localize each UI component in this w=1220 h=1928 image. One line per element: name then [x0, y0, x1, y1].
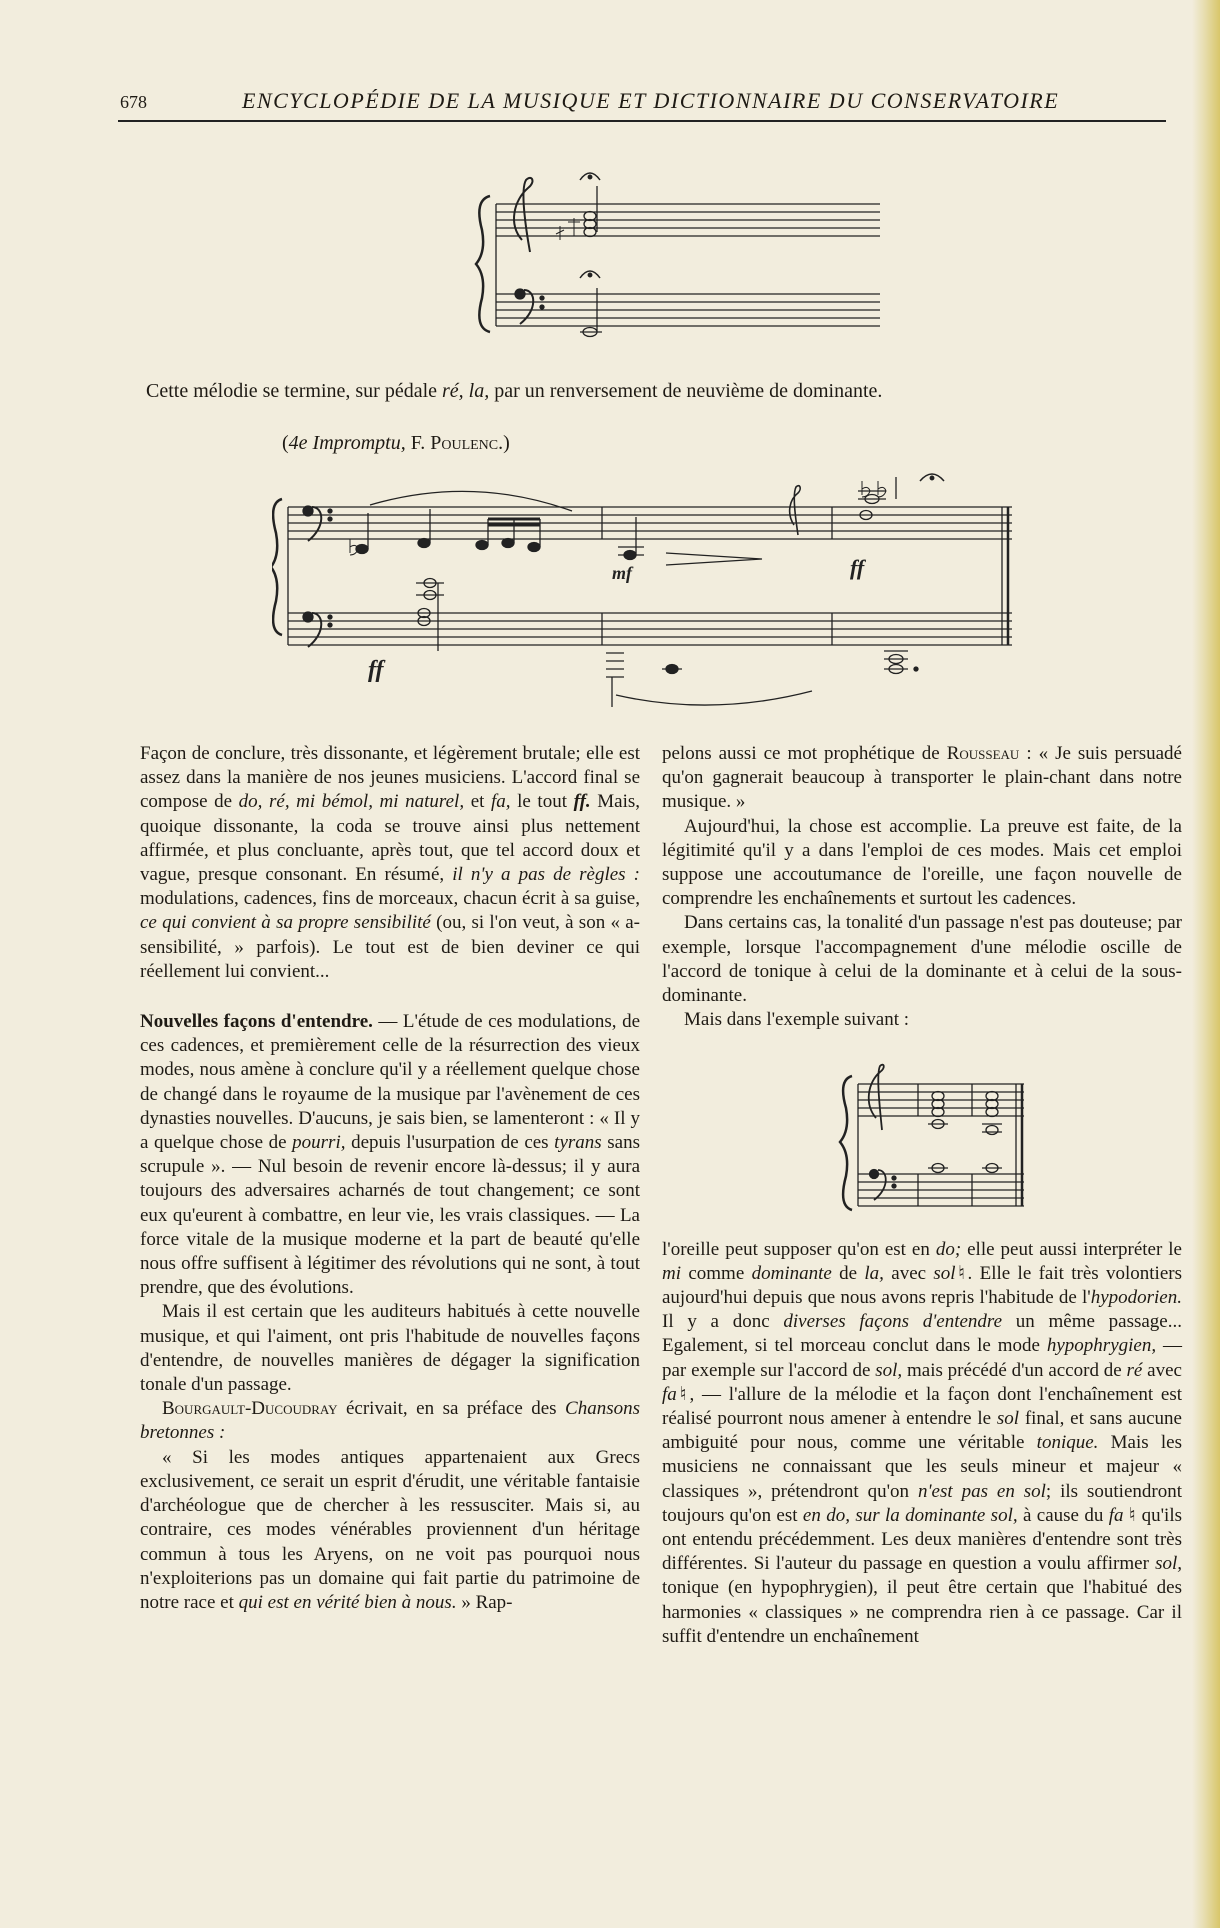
paragraph: Aujourd'hui, la chose est accomplie. La preuve est faite, de la légitimité qu'il y a dans l'emploi de ces modes. Mais cet emploi suppose une accoutumance de l'oreille, une façon nouvelle de comprendre les enchaînements et surtout les cadences.: [662, 815, 1182, 910]
paragraph: [662, 742, 1182, 815]
text: « Si les modes antiques appartenaient aux Grecs exclusivement, ce serait un esprit d'érudit, une véritable fantaisie d'archéologue que de chercher à les ressusciter. Mais si, au contraire, ces modes vénérables proviennent d'un héritage commun à tous les Aryens, on ne voit pas pourquoi nous n'exploiterions pas un domaine qui fait partie du patrimoine de notre race et: [140, 1446, 640, 1613]
text: Il y a donc: [662, 1311, 784, 1333]
italic-text: en do, sur la dominante sol,: [802, 1504, 1018, 1526]
section-heading: Nouvelles façons d'entendre.: [140, 1011, 373, 1033]
dynamic-ff-2: ff: [850, 555, 865, 580]
text: de: [831, 1262, 865, 1284]
author-name: Bourgault-Ducoudray: [162, 1398, 338, 1420]
music-example-3: [662, 1060, 1182, 1227]
italic-text: fa: [1108, 1504, 1124, 1526]
italic-text: tyrans: [554, 1132, 602, 1154]
text: sans scrupule ». — Nul besoin de revenir encore là-dessus; il y aura toujours des adversaires acharnés de tout changement; ce sont eux qu'eurent à combattre, en leur vie, les vrais classiques. — La force vitale de la musique moderne et la part de beauté qu'elle nous offre suffisent à légitimer des révolutions qui ne sont, à tout prendre, que des évolutions.: [140, 1132, 640, 1299]
italic-text: ff.: [573, 791, 591, 813]
text: mais précédé d'un accord de: [902, 1359, 1127, 1381]
caption-before: Cette mélodie se termine, sur pédale: [146, 380, 438, 402]
page-edge: [1192, 0, 1220, 1928]
text: Façon de conclure, très dissonante, et légèrement brutale; elle est assez dans la manière de nos jeunes musiciens. L'accord final se compose de: [140, 743, 640, 813]
text: depuis l'usurpation de ces: [345, 1132, 555, 1154]
running-header: [118, 86, 1166, 122]
music-example-3-score: [662, 1060, 1182, 1220]
text: pelons aussi ce mot prophétique de: [662, 743, 947, 764]
italic-text: mi: [662, 1262, 681, 1284]
text: à cause du: [1017, 1504, 1109, 1526]
italic-text: sol,: [1155, 1553, 1182, 1575]
text: — L'étude de ces modulations, de ces cadences, et premièrement celle de la résurrection des vieux modes, nous amène à conclure qu'il y a réellement quelque chose de changé dans le royaume de la musique par l'avènement de ces dynasties nouvelles. D'aucuns, je sais bien, se lamenteront : « Il y a quelque chose de: [140, 1011, 641, 1154]
italic-text: hypodorien.: [1090, 1287, 1182, 1309]
running-title: ENCYCLOPÉDIE DE LA MUSIQUE ET DICTIONNAIRE DU CONSERVATOIRE: [242, 88, 1060, 113]
text: » Rap-: [456, 1591, 513, 1613]
paragraph: [140, 1446, 640, 1615]
text: final, et sans aucune ambiguité pour nous, comme une véritable: [662, 1408, 1182, 1454]
page-number: 678: [120, 92, 147, 112]
italic-text: n'est pas en sol: [917, 1480, 1046, 1502]
author-name: Rousseau: [946, 743, 1020, 764]
dynamic-mf: mf: [612, 563, 632, 583]
text: comme: [681, 1262, 752, 1284]
text: ♮. Elle le fait très volontiers aujourd'hui depuis que nous avons repris l'habitude de l': [662, 1262, 1182, 1309]
attribution-initial: F.: [410, 432, 426, 454]
italic-text: sol: [996, 1408, 1020, 1430]
italic-text: la,: [864, 1262, 884, 1284]
music-example-2: [272, 455, 1022, 720]
text: : « Je suis persuadé qu'on gagnerait beaucoup à transporter le plain-chant dans notre musique. »: [662, 743, 1182, 813]
italic-text: Chansons bretonnes :: [140, 1398, 640, 1444]
text: un même passage... Egalement, si tel morceau conclut dans le mode: [662, 1311, 1182, 1357]
text: ; ils soutiendront toujours qu'on est: [662, 1480, 1182, 1526]
paragraph: Mais il est certain que les auditeurs habitués à cette nouvelle musique, et qui l'aiment, ont pris l'habitude de nouvelles façons d'entendre, de nouvelles manières de dégager la signification tonale d'un passage.: [140, 1301, 640, 1396]
italic-text: sol: [933, 1262, 956, 1284]
italic-text: diverses façons d'entendre: [783, 1311, 1003, 1333]
italic-text: fa,: [491, 791, 511, 813]
text: ♮ qu'ils ont entendu précédemment. Les deux manières d'entendre sont très différentes. Si l'auteur du passage en question a voulu affirmer: [662, 1504, 1182, 1575]
italic-text: ce qui convient à sa propre sensibilité: [140, 912, 431, 934]
example-attribution: [282, 432, 510, 455]
text: ♮, — l'allure de la mélodie et la façon dont l'enchaînement est réalisé pourront nous amener à entendre le: [662, 1383, 1182, 1430]
italic-text: do, ré, mi bémol, mi naturel,: [238, 791, 465, 813]
paragraph: [140, 742, 640, 984]
text: — par exemple sur l'accord de: [662, 1335, 1182, 1381]
caption-notes: ré, la,: [442, 380, 490, 402]
text: modulations, cadences, fins de morceaux, chacun écrit à sa guise,: [140, 888, 640, 910]
text: tonique (en hypophrygien), il peut être certain que l'habitué des harmonies « classiques » ne comprendra rien à ce passage. Car il suffit d'entendre un enchaînement: [662, 1577, 1182, 1647]
italic-text: sol,: [875, 1359, 903, 1381]
italic-text: il n'y a pas de règles :: [452, 864, 640, 886]
paragraph: [140, 1397, 640, 1445]
right-column: [662, 742, 1182, 1649]
text: et: [464, 791, 491, 813]
left-column: [140, 742, 640, 1615]
text: avec: [883, 1262, 934, 1284]
italic-text: do;: [935, 1238, 962, 1260]
paragraph: Dans certains cas, la tonalité d'un passage n'est pas douteuse; par exemple, lorsque l'accompagnement d'une mélodie oscille de l'accord de tonique à celui de la dominante et à celui de la sous-dominante.: [662, 912, 1182, 1007]
text: le tout: [510, 791, 574, 813]
text: écrivait, en sa préface des: [337, 1398, 566, 1420]
italic-text: fa: [662, 1383, 677, 1405]
attribution-open: (: [282, 432, 289, 454]
italic-text: hypophrygien,: [1046, 1335, 1157, 1357]
attribution-work: 4e Impromptu,: [288, 432, 406, 454]
italic-text: qui est en vérité bien à nous.: [238, 1591, 457, 1613]
paragraph: [662, 1238, 1182, 1649]
italic-text: pourri,: [292, 1132, 346, 1154]
example-caption: [146, 380, 1196, 403]
dynamic-ff-1: ff: [368, 657, 384, 683]
music-example-1: [470, 160, 910, 340]
caption-after: par un renversement de neuvième de dominante.: [494, 380, 883, 402]
text: (ou, si l'on veut, à son « a-sensibilité, » parfois). Le tout est de bien deviner ce qui réellement lui convient...: [140, 912, 640, 982]
text: Mais les musiciens ne connaissant que les seuls mineur et majeur « classiques », prétendront qu'on: [662, 1432, 1182, 1502]
attribution-author: Poulenc: [430, 432, 499, 454]
italic-text: dominante: [751, 1262, 832, 1284]
text: l'oreille peut supposer qu'on est en: [662, 1238, 936, 1260]
attribution-close: .): [498, 432, 510, 454]
text: elle peut aussi interpréter le: [961, 1238, 1182, 1260]
italic-text: ré: [1126, 1359, 1143, 1381]
text: Mais, quoique dissonante, la coda se trouve ainsi plus nettement affirmée, et plus concluante, après tout, que tel accord doux et vague, presque consonant. En résumé,: [140, 791, 640, 886]
text: avec: [1142, 1359, 1182, 1381]
paragraph: Mais dans l'exemple suivant :: [684, 1009, 910, 1031]
italic-text: tonique.: [1036, 1432, 1099, 1454]
paragraph: [140, 1010, 640, 1300]
